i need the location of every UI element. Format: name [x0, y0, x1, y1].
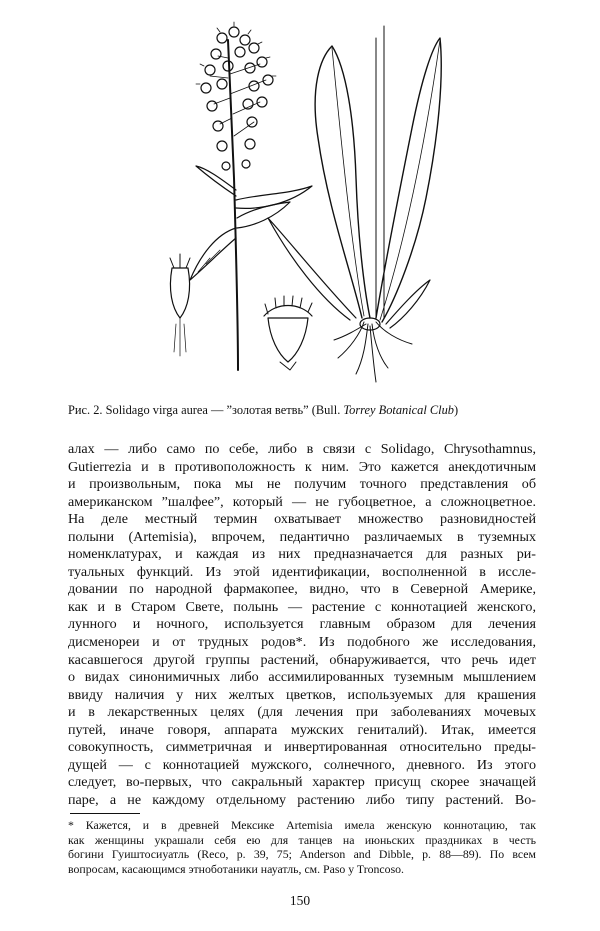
footnote-line: * Кажется, и в древней Мексике Artemisia имела женскую коннотацию, так [68, 818, 536, 832]
body-line: дущей — с коннотацией мужского, солнечного, дневного. Из этого [68, 756, 536, 773]
footnote-line: как женщины украшали себя ею для танцев на июньских праздниках в честь [68, 832, 536, 847]
footnote-line: вопросам, касающимся этноботаники науатль, см. Paso y Troncoso. [68, 861, 405, 876]
basal-rosette [268, 26, 441, 382]
body-line: паре, а не каждому отдельному растению либо типу растений. Во- [68, 791, 536, 808]
body-line: о видах синонимичных либо ассимилированных туземным мышлением [68, 669, 536, 686]
body-line: лунного и ночного, используется главным образом для лечения [68, 616, 536, 633]
body-line: дисменореи и от трудных родов*. Из подобного же исследования, [68, 634, 536, 651]
body-text [68, 441, 536, 809]
body-line: как и в Старом Свете, полынь — растение с коннотацией женского, [68, 598, 536, 615]
body-line: На деле местный термин охватывает множество разновидностей [68, 511, 536, 528]
figure-caption [68, 402, 548, 418]
body-line: ввиду наличия у них желтых цветков, используемых для крашения [68, 686, 536, 703]
footnote-rule [70, 813, 140, 814]
body-line: и произвольным, пока мы не получим точного представления об [68, 476, 536, 493]
body-line: туальных функций. Из этой идентификации, восполненной в иссле- [68, 563, 536, 580]
body-line: путей, иначе говоря, аппарата мужских гениталий). Итак, имеется [68, 721, 536, 738]
body-line: номенклатурах, и каждая из них предназначается для разных ри- [68, 546, 536, 563]
footnote-line: богини Гуиштосиуатль (Reco, p. 39, 75; Anderson and Dibble, p. 88—89). По всем [68, 847, 536, 861]
caption-prefix: Рис. 2. Solidago virga aurea — ”золотая ветвь” (Bull. [68, 403, 344, 417]
flower-head-detail [264, 296, 312, 370]
caption-suffix: ) [454, 403, 459, 417]
body-line: касавшегося другой группы растений, обнаруживается, что речь идет [68, 651, 536, 668]
body-line: и в лекарственных целях (для лечения при заболеваниях мочевых [68, 704, 536, 721]
body-line: алах — либо само по себе, либо в связи с Solidago, Chrysothamnus, [68, 441, 536, 457]
body-line: американском ”шалфее”, который — не губоцветное, а сложноцветное. [68, 493, 536, 510]
page-number: 150 [289, 893, 311, 908]
solidago-illustration [150, 18, 470, 390]
body-line: совокупность, симметричная и инвертированная относительно преды- [68, 739, 536, 756]
body-line: полыни (Artemisia), впрочем, педантично различаемых в туземных [68, 528, 536, 545]
body-line: довании по народной фармакопее, видно, что в Северной Америке, [68, 581, 536, 598]
floret-detail-left [170, 254, 190, 356]
footnote [68, 818, 536, 876]
body-line: следует, во-первых, что сакральный характер присущ скорее значащей [68, 774, 536, 791]
caption-journal: Torrey Botanical Club [343, 403, 454, 417]
body-line: Gutierrezia и в противоположность к ним. Это кажется анекдотичным [68, 458, 536, 475]
